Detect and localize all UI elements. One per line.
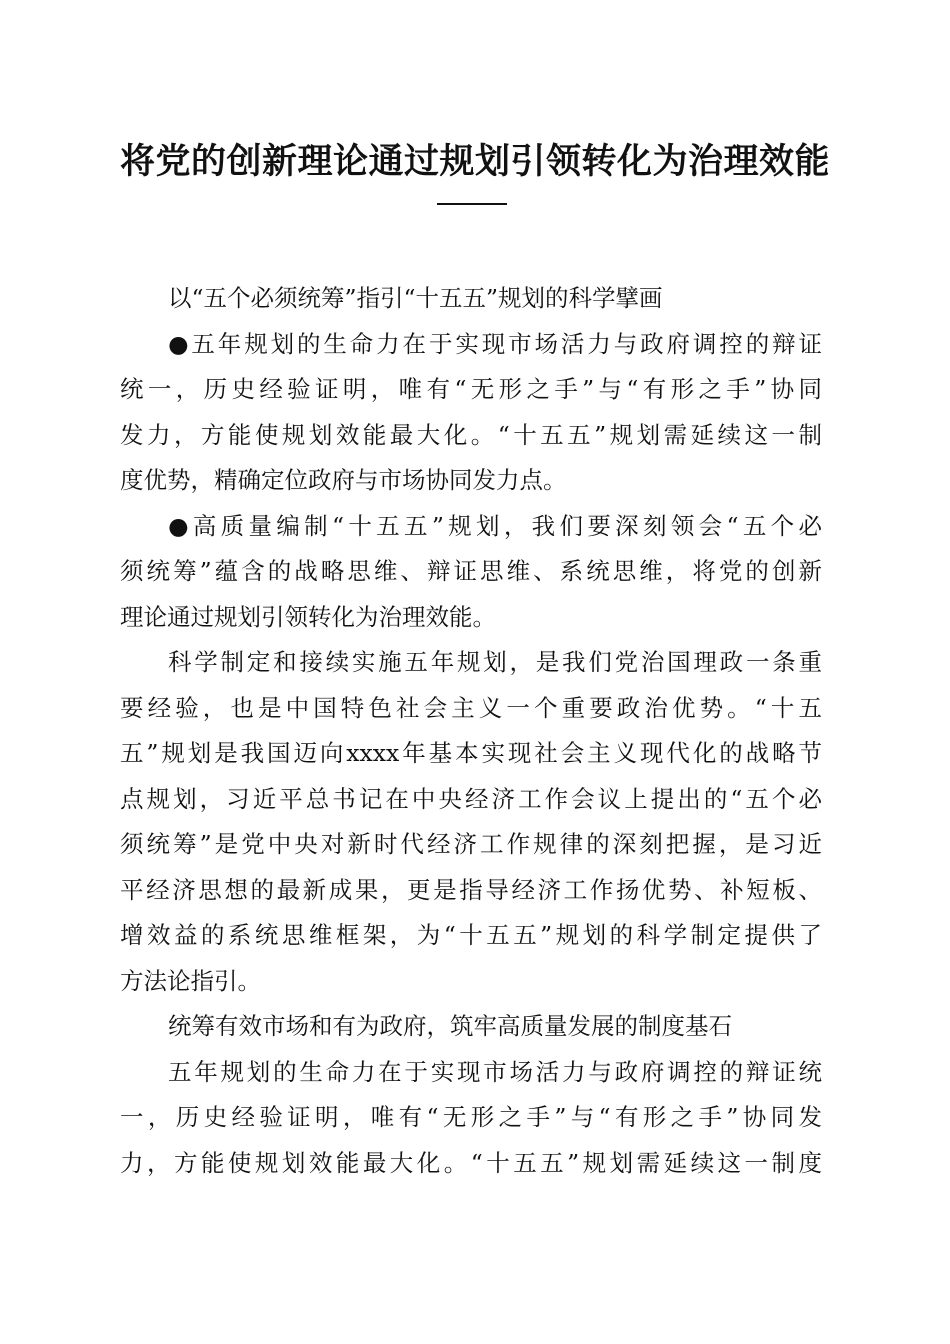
paragraph-line: 五”规划是我国迈向xxxx年基本实现社会主义现代化的战略节 [120, 739, 822, 767]
paragraph-line: 增效益的系统思维框架，为“十五五”规划的科学制定提供了 [120, 921, 822, 949]
section-heading: 统筹有效市场和有为政府，筑牢高质量发展的制度基石 [168, 1012, 732, 1040]
page-title: 将党的创新理论通过规划引领转化为治理效能 [119, 141, 830, 182]
paragraph-line: 五年规划的生命力在于实现市场活力与政府调控的辩证统 [168, 1057, 822, 1086]
paragraph-line: 度优势，精确定位政府与市场协同发力点。 [120, 466, 567, 494]
paragraph-line: 一，历史经验证明，唯有“无形之手”与“有形之手”协同发 [120, 1103, 822, 1131]
paragraph-line: 发力，方能使规划效能最大化。“十五五”规划需延续这一制 [120, 420, 822, 449]
paragraph-line: ●五年规划的生命力在于实现市场活力与政府调控的辩证 [168, 329, 822, 358]
paragraph-line: 须统筹”是党中央对新时代经济工作规律的深刻把握，是习近 [120, 830, 822, 858]
paragraph-line: 须统筹”蕴含的战略思维、辩证思维、系统思维，将党的创新 [120, 557, 822, 585]
title-divider [437, 203, 507, 205]
paragraph-line: 统一，历史经验证明，唯有“无形之手”与“有形之手”协同 [120, 375, 822, 403]
paragraph-line: 点规划，习近平总书记在中央经济工作会议上提出的“五个必 [120, 784, 822, 813]
paragraph-line: 理论通过规划引领转化为治理效能。 [120, 602, 496, 631]
paragraph-line: ●高质量编制“十五五”规划，我们要深刻领会“五个必 [168, 511, 822, 540]
paragraph-line: 力，方能使规划效能最大化。“十五五”规划需延续这一制度 [120, 1148, 822, 1177]
paragraph-line: 要经验，也是中国特色社会主义一个重要政治优势。“十五 [120, 693, 822, 722]
document-body [120, 276, 822, 1186]
section-heading: 以“五个必须统筹”指引“十五五”规划的科学擘画 [168, 284, 663, 312]
paragraph-line: 平经济思想的最新成果，更是指导经济工作扬优势、补短板、 [120, 875, 822, 904]
paragraph-line: 科学制定和接续实施五年规划，是我们党治国理政一条重 [168, 648, 822, 676]
paragraph-line: 方法论指引。 [120, 966, 261, 995]
